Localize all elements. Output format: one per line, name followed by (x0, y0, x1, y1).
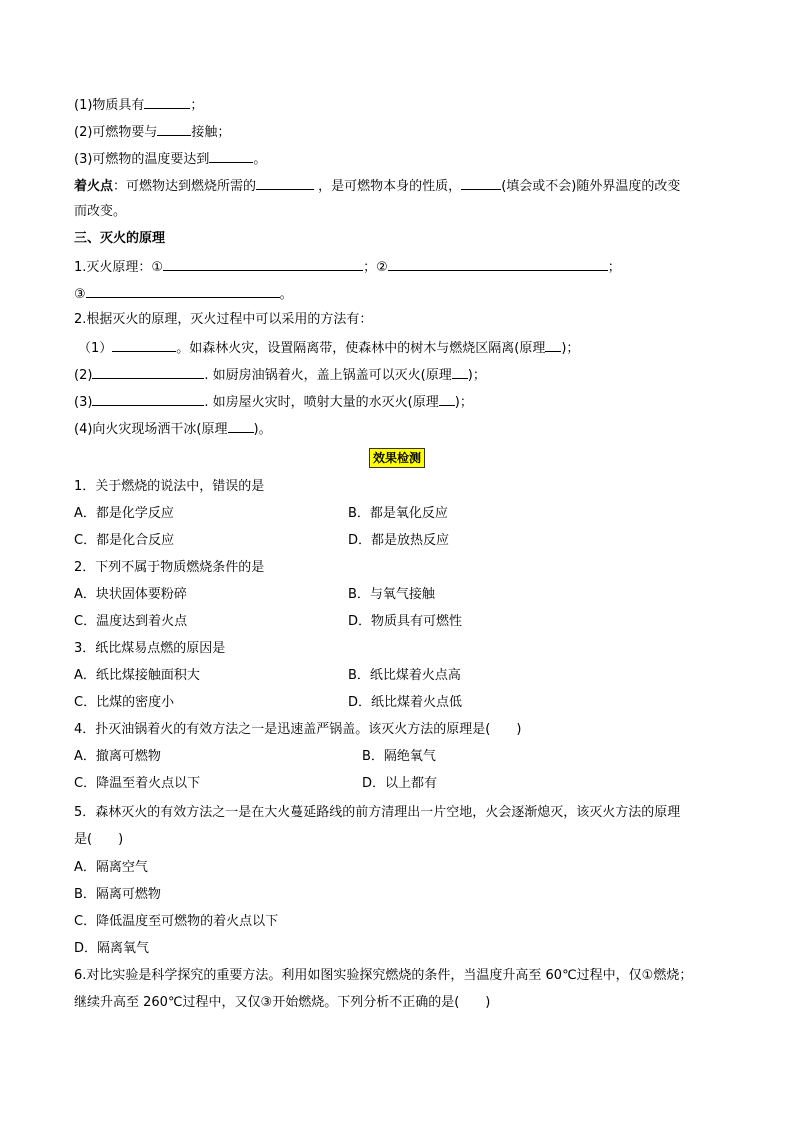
option-d[interactable]: D．隔离氧气 (74, 941, 150, 956)
question-5-stem: 5．森林灭火的有效方法之一是在大火蔓延路线的前方清理出一片空地，火会逐渐熄灭，该灭火方法的原理 (74, 805, 681, 820)
answer-blank[interactable] (86, 283, 280, 298)
condition-3-end: 。 (253, 152, 267, 167)
method-1-num: （1） (78, 341, 113, 356)
condition-3 (0, 148, 794, 168)
question-2-options-ab (0, 585, 794, 605)
method-1 (0, 337, 794, 357)
method-3 (0, 391, 794, 411)
principle-line-1 (0, 256, 794, 276)
question-1-options-ab (0, 504, 794, 524)
condition-2 (0, 121, 794, 141)
question-2-stem: 2．下列不属于物质燃烧条件的是 (74, 560, 265, 575)
option-c[interactable]: C．比煤的密度小 (74, 695, 175, 710)
method-2-close: )； (467, 368, 486, 383)
option-a[interactable]: A．撤离可燃物 (74, 749, 161, 764)
option-d[interactable]: D．都是放热反应 (348, 533, 450, 548)
question-3-stem: 3．纸比煤易点燃的原因是 (74, 641, 226, 656)
question-5-stem-cont: 是( ) (74, 832, 124, 847)
condition-1-text: (1)物质具有 (74, 98, 145, 113)
option-c[interactable]: C．降温至着火点以下 (74, 776, 201, 791)
method-2 (0, 364, 794, 384)
option-c[interactable]: C．温度达到着火点 (74, 614, 188, 629)
answer-blank[interactable] (92, 364, 204, 379)
principle-text-a: 1.灭火原理：① (74, 260, 164, 275)
question-2-options-cd (0, 612, 794, 632)
condition-1-end: ； (190, 98, 204, 113)
option-a[interactable]: A．隔离空气 (74, 860, 148, 875)
question-6-stem-cont: 继续升高至 260℃过程中，又仅③开始燃烧。下列分析不正确的是( ) (74, 995, 491, 1010)
condition-2-text: (2)可燃物要与 (74, 125, 158, 140)
answer-blank[interactable] (461, 175, 501, 190)
question-3-options-ab (0, 666, 794, 686)
method-3-close: )； (454, 395, 473, 410)
method-1-close: )； (561, 341, 580, 356)
option-a[interactable]: A．纸比煤接触面积大 (74, 668, 200, 683)
condition-2-end: 接触； (191, 125, 231, 140)
method-2-text: . 如厨房油锅着火，盖上锅盖可以灭火(原理 (204, 368, 452, 383)
method-4-close: )。 (253, 422, 272, 437)
answer-blank[interactable] (452, 364, 468, 379)
ignition-point-label: 着火点 (74, 179, 114, 194)
option-b[interactable]: B．与氧气接触 (348, 587, 435, 602)
option-a[interactable]: A．块状固体要粉碎 (74, 587, 187, 602)
option-b[interactable]: B．都是氧化反应 (348, 506, 448, 521)
ignition-point-line (0, 175, 794, 195)
question-3-options-cd (0, 693, 794, 713)
ignition-text-d: 而改变。 (74, 204, 127, 219)
methods-intro: 2.根据灭火的原理，灭火过程中可以采用的方法有： (74, 312, 373, 327)
method-1-text: 。如森林火灾，设置隔离带，使森林中的树木与燃烧区隔离(原理 (176, 341, 546, 356)
principle-text-d: ③ (74, 287, 86, 302)
method-4-text: (4)向火灾现场洒干冰(原理 (74, 422, 228, 437)
principle-text-c: ； (607, 260, 621, 275)
option-d[interactable]: D．物质具有可燃性 (348, 614, 463, 629)
option-d[interactable]: D．以上都有 (362, 776, 438, 791)
answer-blank[interactable] (209, 148, 253, 163)
condition-3-text: (3)可燃物的温度要达到 (74, 152, 210, 167)
method-3-text: . 如房屋火灾时，喷射大量的水灭火(原理 (204, 395, 439, 410)
badge-row (0, 448, 794, 468)
effect-check-badge: 效果检测 (369, 448, 425, 468)
principle-line-2 (0, 283, 794, 303)
answer-blank[interactable] (388, 256, 608, 271)
answer-blank[interactable] (112, 337, 176, 352)
question-4-stem: 4．扑灭油锅着火的有效方法之一是迅速盖严锅盖。该灭火方法的原理是( ) (74, 722, 522, 737)
option-b[interactable]: B．隔离可燃物 (74, 887, 161, 902)
question-1-options-cd (0, 531, 794, 551)
answer-blank[interactable] (157, 121, 191, 136)
question-4-options-cd (0, 774, 794, 794)
condition-1 (0, 94, 794, 114)
option-c[interactable]: C．降低温度至可燃物的着火点以下 (74, 914, 279, 929)
ignition-text-c: (填会或不会)随外界温度的改变 (501, 179, 681, 194)
question-1-stem: 1．关于燃烧的说法中，错误的是 (74, 479, 265, 494)
question-4-options-ab (0, 747, 794, 767)
ignition-point-line-2 (0, 202, 794, 222)
answer-blank[interactable] (439, 391, 455, 406)
option-a[interactable]: A．都是化学反应 (74, 506, 174, 521)
answer-blank[interactable] (163, 256, 363, 271)
option-c[interactable]: C．都是化合反应 (74, 533, 175, 548)
answer-blank[interactable] (92, 391, 204, 406)
principle-text-b: ；② (363, 260, 388, 275)
method-3-num: (3) (74, 395, 93, 410)
option-b[interactable]: B．隔绝氧气 (362, 749, 436, 764)
method-2-num: (2) (74, 368, 93, 383)
principle-text-e: 。 (279, 287, 293, 302)
answer-blank[interactable] (144, 94, 190, 109)
section-title: 三、灭火的原理 (74, 231, 166, 246)
option-b[interactable]: B．纸比煤着火点高 (348, 668, 461, 683)
question-6-stem: 6.对比实验是科学探究的重要方法。利用如图实验探究燃烧的条件，当温度升高至 60℃过程中，仅①燃烧； (74, 968, 693, 983)
ignition-text-b: ，是可燃物本身的性质， (318, 179, 462, 194)
answer-blank[interactable] (545, 337, 561, 352)
ignition-text-a: ：可燃物达到燃烧所需的 (113, 179, 257, 194)
option-d[interactable]: D．纸比煤着火点低 (348, 695, 463, 710)
method-4 (0, 418, 794, 438)
answer-blank[interactable] (228, 418, 254, 433)
answer-blank[interactable] (256, 175, 314, 190)
